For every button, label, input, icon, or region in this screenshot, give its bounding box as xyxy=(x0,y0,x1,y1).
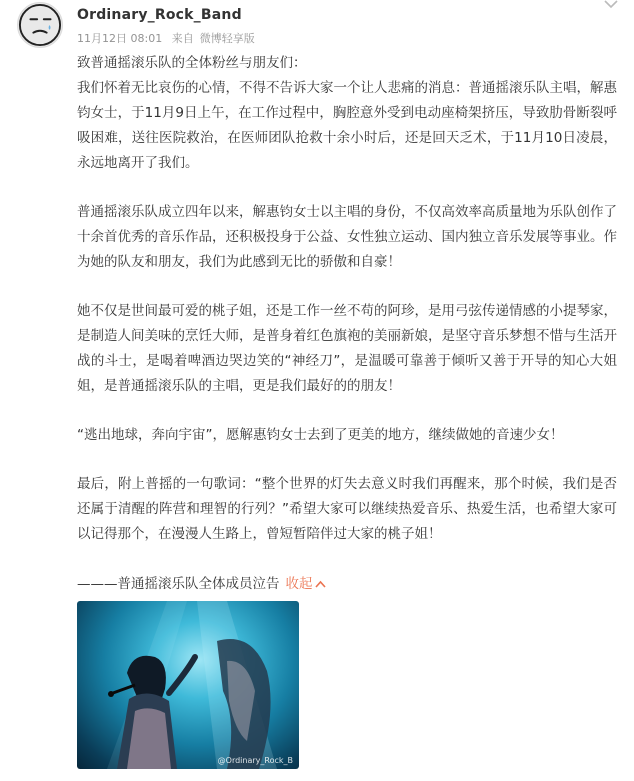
collapse-label: 收起 xyxy=(285,576,313,592)
post-paragraph-5: 最后，附上普摇的一句歌词：“整个世界的灯失去意义时我们再醒来，那个时候，我们是否还属于清醒的阵营和理智的行列？”希望大家可以继续热爱音乐、热爱生活，也希望大家可以记得那个，在漫漫人生路上，曾短暂陪伴过大家的桃子姐！ xyxy=(77,476,617,542)
post-paragraph-3: 她不仅是世间最可爱的桃子姐，还是工作一丝不苟的阿珍，是用弓弦传递情感的小提琴家，是制造人间美味的烹饪大师，是普身着红色旗袍的美丽新娘，是坚守音乐梦想不惜与生活开战的斗士，是喝着啤酒边哭边笑的“神经刀”，是温暖可靠善于倾听又善于开导的知心大姐姐，是普通摇滚乐队的主唱，更是我们最好的的朋友！ xyxy=(77,303,617,394)
chevron-up-icon xyxy=(315,580,326,588)
source-app-link[interactable]: 微博轻享版 xyxy=(199,32,255,45)
sad-face-avatar-icon xyxy=(18,3,62,47)
avatar[interactable] xyxy=(17,2,63,48)
post-paragraph-2: 普通摇滚乐队成立四年以来，解惠钧女士以主唱的身份，不仅高效率高质量地为乐队创作了十余首优秀的音乐作品，还积极投身于公益、女性独立运动、国内独立音乐发展等事业。作为她的队友和朋友，我们为此感到无比的骄傲和自豪！ xyxy=(77,204,617,270)
post-signature: ———普通摇滚乐队全体成员泣告 xyxy=(77,576,280,592)
signature-row xyxy=(77,574,326,594)
post-paragraph-1: 我们怀着无比哀伤的心情，不得不告诉大家一个让人悲痛的消息：普通摇滚乐队主唱，解惠钧女士，于11月9日上午，在工作过程中，胸腔意外受到电动座椅架挤压，导致肋骨断裂呼吸困难，送往医院救治，在医师团队抢救十余小时后，还是回天乏术，于11月10日凌晨，永远地离开了我们。 xyxy=(77,80,617,171)
chevron-down-icon xyxy=(600,0,622,12)
collapse-button[interactable] xyxy=(286,576,326,592)
post-meta xyxy=(77,30,261,46)
source-prefix: 来自 xyxy=(171,32,194,45)
post-greeting: 致普通摇滚乐队的全体粉丝与朋友们： xyxy=(77,55,307,71)
photo-watermark: @Ordinary_Rock_B xyxy=(217,756,293,765)
post-content xyxy=(77,51,617,571)
more-options-button[interactable] xyxy=(600,0,622,12)
post-paragraph-4: “逃出地球，奔向宇宙”，愿解惠钧女士去到了更美的地方，继续做她的音速少女！ xyxy=(77,427,564,443)
post-photo[interactable] xyxy=(77,601,299,769)
concert-photo-illustration xyxy=(77,601,299,769)
username[interactable]: Ordinary_Rock_Band xyxy=(77,7,242,23)
timestamp[interactable]: 11月12日 08:01 xyxy=(77,32,163,45)
